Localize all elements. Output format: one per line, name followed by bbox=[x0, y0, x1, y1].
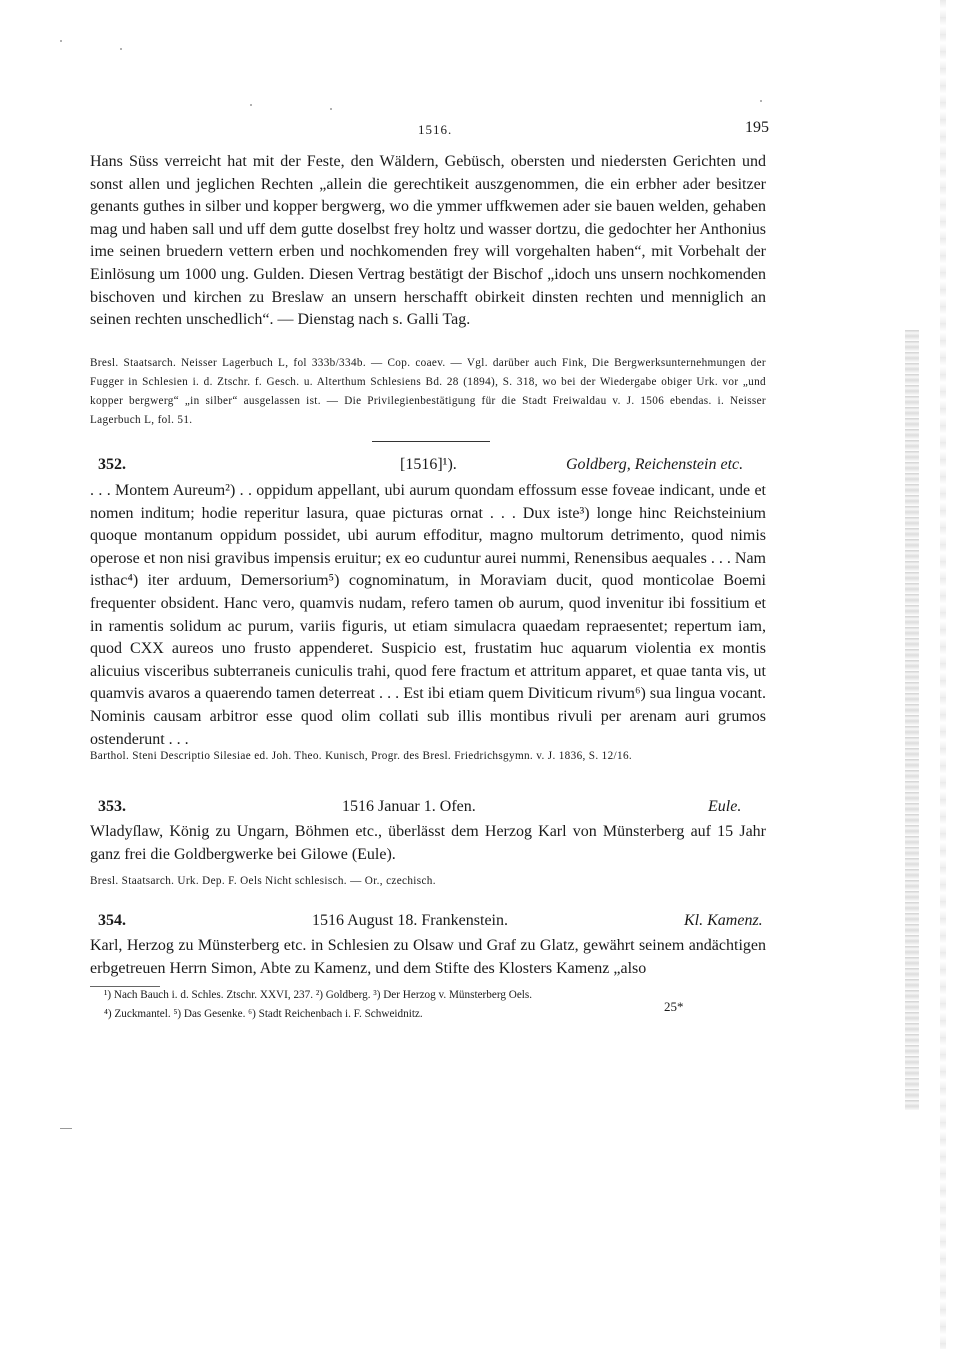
scan-speck bbox=[120, 48, 122, 50]
signature-mark: 25* bbox=[664, 999, 684, 1014]
entry-source-note: Bresl. Staatsarch. Urk. Dep. F. Oels Nicht schlesisch. — Or., czechisch. bbox=[90, 875, 436, 887]
scan-speck bbox=[250, 104, 252, 106]
entry-text: Wladyſlaw, König zu Ungarn, Böhmen etc., überlässt dem Herzog Karl von Münsterberg auf 15 Jahr ganz frei die Goldbergwerke bei Gilowe (Eule). bbox=[90, 823, 766, 863]
scan-speck bbox=[760, 100, 762, 102]
footnote-line: ⁴) Zuckmantel. ⁵) Das Gesenke. ⁶) Stadt Reichenbach i. F. Schweidnitz. bbox=[104, 1008, 423, 1020]
scan-speck bbox=[60, 40, 62, 42]
running-year: 1516. bbox=[418, 122, 453, 137]
scan-edge-artifact-right bbox=[940, 0, 946, 1349]
entry-place: Kl. Kamenz. bbox=[684, 912, 763, 929]
footnote-divider bbox=[90, 986, 160, 987]
entry-number: 354. bbox=[98, 912, 126, 929]
entry-date: [1516]¹). bbox=[400, 456, 457, 473]
entry-date: 1516 August 18. Frankenstein. bbox=[312, 912, 508, 929]
entry-text: . . . Montem Aureum²) . . oppidum appellant, ubi aurum quondam effossum esse foveae indicant, unde et nomen inditum; hodie reperitur lasura, quae picturas ornat . . . Dux iste³) longe hinc Reichsteinium quoque montanum oppidum possidet, ubi aurum effoditur, magno multorum detrimento, quod nimis operose et non nisi gravibus impensis eruitur; ex eo cuduntur aurei nummi, Renensibus aequales . . . Nam isthac⁴) iter arduum, Demersorium⁵) cognominatum, in Moraviam ducit, quod monticolae Boemi frequenter obsident. Hanc vero, quamvis nudam, refero tamen ob aurum, quod invenitur ibi fossitium et in ramentis solidum ac purum, variis figuris, ut etiam simulacra quaedam repraesentet; repertum iam, quod CXX aureos uno frusto appenderet. Suspicio est, frustatim huc aquarum violentia ex montis alicuius visceribus subterraneis cuniculis trahi, quod fere fractum et attritum apparet, et quae tanta vis, ut quamvis avaros a quaerendo tamen deterreat . . . Est ibi etiam quem Diviticum rivum⁶) sua lingua vocant. Nominis causam arbitror esse quod olim collati sub illis montibus rivuli per arenam auri grumos ostenderunt . . . bbox=[90, 482, 766, 748]
entry-source-note: Barthol. Steni Descriptio Silesiae ed. Joh. Theo. Kunisch, Progr. des Bresl. Friedrichsgymn. v. J. 1836, S. 12/16. bbox=[90, 750, 633, 762]
entry-text: Karl, Herzog zu Münsterberg etc. in Schlesien zu Olsaw und Graf zu Glatz, gewährt seinem andächtigen erbgetreuen Herrn Simon, Abte zu Kamenz, und dem Stifte des Klosters Kamenz „also bbox=[90, 937, 766, 977]
entry-place: Goldberg, Reichenstein etc. bbox=[566, 456, 744, 473]
page-number: 195 bbox=[745, 119, 769, 136]
entry-place: Eule. bbox=[708, 798, 742, 815]
intro-paragraph: Hans Süss verreicht hat mit der Feste, den Wäldern, Gebüsch, obersten und niedersten Gerichten und sonst allen und jeglichen Rechten „allein die gerechtikeit auszgenommen, die ein erbher ader besitzer genants guthes in silber und kopper bergwerg, wo die ymmer uffkwemen ader sie bauen welden, gehaben mag und haben sall und uff dem gutte doselbst frey holtz und wasser dortzu, die gedochter her Anthonius ime seinen bruedern vettern erben und nochkomenden frey will vorgehalten haben“, mit Vorbehalt der Einlösung um 1000 ung. Gulden. Diesen Vertrag bestätigt der Bischof „idoch uns unsern nochkomenden bischoven und kirchen zu Breslaw an unsern herschafft obirkeit dinsten rechten und menniglich an seinen rechten unschedlich“. — Dienstag nach s. Galli Tag. bbox=[90, 153, 766, 329]
scan-speck bbox=[330, 108, 332, 110]
section-divider bbox=[372, 441, 490, 442]
footnote-line: ¹) Nach Bauch i. d. Schles. Ztschr. XXVI, 237. ²) Goldberg. ³) Der Herzog v. Münsterberg Oels. bbox=[104, 989, 533, 1001]
scan-speck bbox=[60, 1128, 72, 1129]
entry-number: 352. bbox=[98, 456, 126, 473]
scan-edge-artifact bbox=[905, 330, 919, 1110]
entry-date: 1516 Januar 1. Ofen. bbox=[342, 798, 476, 815]
intro-source-note: Bresl. Staatsarch. Neisser Lagerbuch L, fol 333b/334b. — Cop. coaev. — Vgl. darüber auch Fink, Die Bergwerksunternehmungen der Fugger in Schlesien i. d. Ztschr. f. Gesch. u. Alterthum Schlesiens Bd. 28 (1894), S. 318, wo bei der Wiedergabe obiger Urk. vor „und kopper bergwerg“ „in silber“ ausgelassen ist. — Die Privilegienbestätigung für die Stadt Freiwaldau v. J. 1506 ebendas. i. Neisser Lagerbuch L, fol. 51. bbox=[90, 357, 766, 426]
entry-number: 353. bbox=[98, 798, 126, 815]
